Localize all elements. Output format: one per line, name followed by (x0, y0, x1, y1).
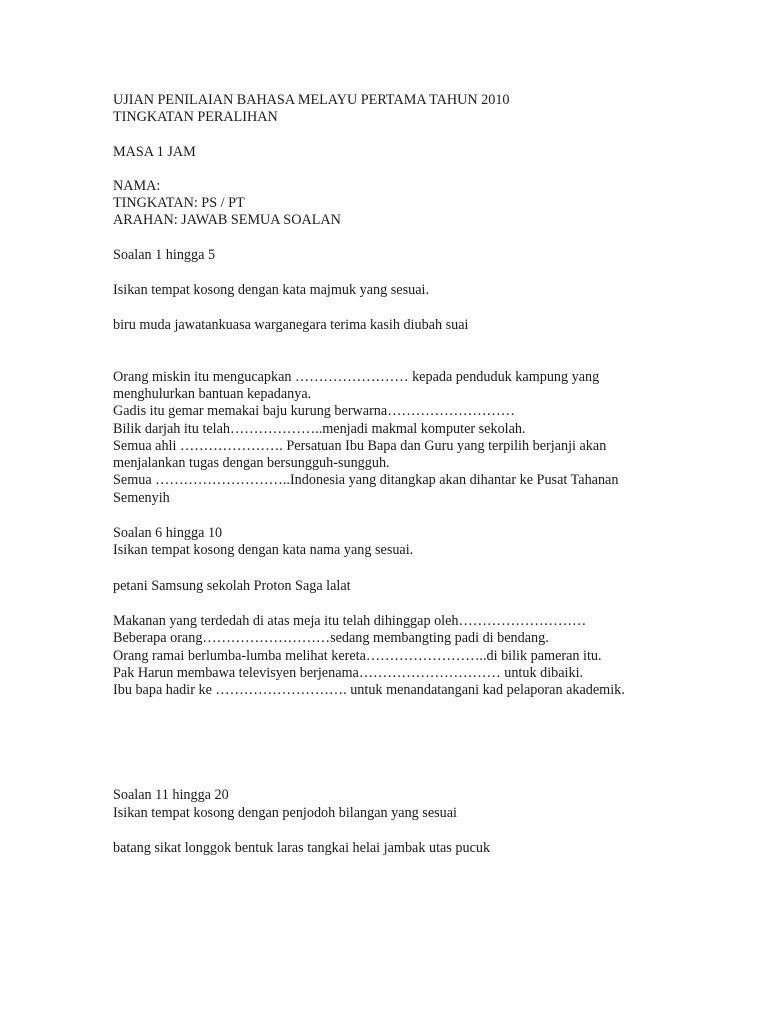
question-4: Semua ahli …………………. Persatuan Ibu Bapa dan Guru yang terpilih berjanji akan menjalankan tugas dengan bersungguh-sungguh. (113, 437, 607, 472)
question-7: Beberapa orang………………………sedang membangting padi di bendang. (113, 630, 549, 647)
section1-range: Soalan 1 hingga 5 (113, 246, 216, 263)
name-label: NAMA: (113, 177, 161, 194)
exam-instruction: ARAHAN: JAWAB SEMUA SOALAN (113, 212, 341, 229)
question-5: Semua ………………………..Indonesia yang ditangkap akan dihantar ke Pusat Tahanan Semenyih (113, 472, 619, 506)
question-9: Pak Harun membawa televisyen berjenama………………………… untuk dibaiki. (113, 664, 584, 681)
section3-instruction: Isikan tempat kosong dengan penjodoh bilangan yang sesuai (113, 804, 457, 821)
question-1: Orang miskin itu mengucapkan …………………… kepada penduduk kampung yang menghulurkan bantuan kepadanya. (113, 368, 600, 402)
section2-instruction: Isikan tempat kosong dengan kata nama yang sesuai. (113, 542, 414, 559)
section2-word-bank: petani Samsung sekolah Proton Saga lalat (113, 577, 351, 594)
question-3: Bilik darjah itu telah………………..menjadi makmal komputer sekolah. (113, 420, 526, 437)
section2-range: Soalan 6 hingga 10 (113, 525, 223, 542)
question-6: Makanan yang terdedah di atas meja itu telah dihinggap oleh……………………… (113, 612, 587, 629)
section1-instruction: Isikan tempat kosong dengan kata majmuk yang sesuai. (113, 282, 429, 299)
exam-duration: MASA 1 JAM (113, 143, 196, 160)
question-8: Orang ramai berlumba-lumba melihat kereta……………………..di bilik pameran itu. (113, 647, 602, 664)
exam-level: TINGKATAN PERALIHAN (113, 109, 278, 126)
section1-word-bank: biru muda jawatankuasa warganegara terima kasih diubah suai (113, 317, 469, 334)
section3-range: Soalan 11 hingga 20 (113, 787, 229, 804)
exam-title: UJIAN PENILAIAN BAHASA MELAYU PERTAMA TAHUN 2010 (113, 92, 510, 108)
document-page (113, 92, 673, 857)
class-label: TINGKATAN: PS / PT (113, 195, 245, 212)
question-10: Ibu bapa hadir ke ………………………. untuk menandatangani kad pelaporan akademik. (113, 682, 625, 699)
question-2: Gadis itu gemar memakai baju kurung berwarna……………………… (113, 403, 515, 420)
section3-word-bank: batang sikat longgok bentuk laras tangkai helai jambak utas pucuk (113, 840, 491, 857)
